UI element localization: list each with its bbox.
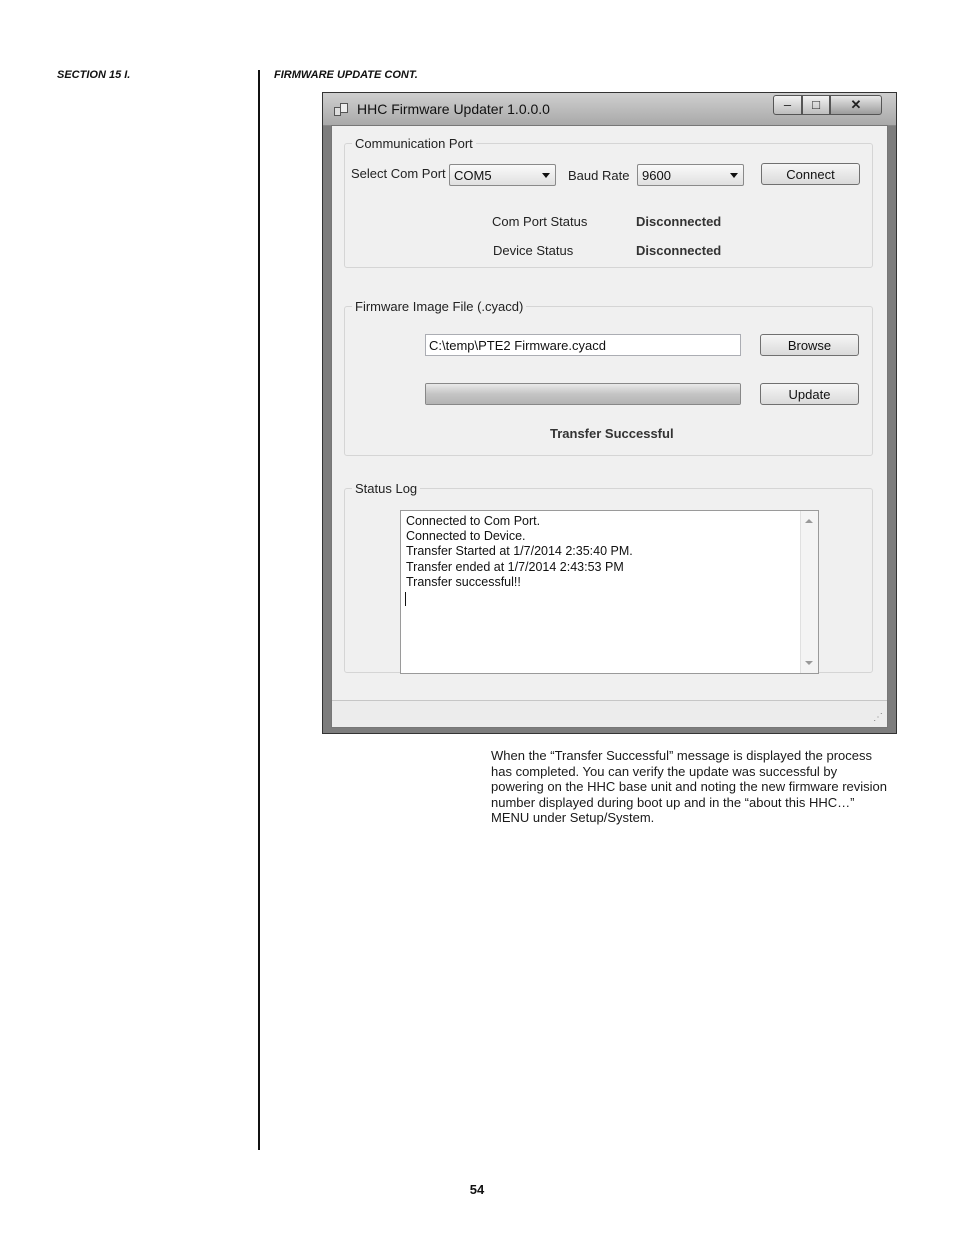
- update-button[interactable]: Update: [760, 383, 859, 405]
- status-bar: [332, 700, 887, 727]
- caption-paragraph: When the “Transfer Successful” message is displayed the process has completed. You can verify the update was successful by powering on the HHC base unit and noting the new firmware revision number displayed during boot up and in the “about this HHC…” MENU under Setup/System.: [491, 748, 887, 826]
- scroll-up-icon[interactable]: [805, 519, 813, 523]
- baud-rate-value: 9600: [642, 168, 671, 183]
- status-log-lines: [406, 514, 633, 606]
- status-log-line: Transfer Started at 1/7/2014 2:35:40 PM.: [406, 544, 633, 559]
- progress-fill: [426, 384, 740, 404]
- text-caret: [405, 592, 406, 606]
- resize-grip-icon[interactable]: ⋰: [873, 712, 882, 723]
- transfer-progress-bar: [425, 383, 741, 405]
- status-log-line: Connected to Com Port.: [406, 514, 541, 528]
- firmware-image-legend: Firmware Image File (.cyacd): [355, 299, 524, 314]
- communication-port-group: [344, 136, 873, 268]
- transfer-result-text: Transfer Successful: [550, 426, 674, 441]
- com-port-status-value: Disconnected: [636, 214, 722, 229]
- com-port-status-label: Com Port Status: [492, 214, 588, 229]
- chevron-down-icon: [542, 173, 550, 178]
- close-button[interactable]: ✕: [830, 95, 882, 115]
- minimize-button[interactable]: –: [773, 95, 802, 115]
- vertical-rule: [258, 70, 260, 1150]
- device-status-value: Disconnected: [636, 243, 722, 258]
- connect-button[interactable]: Connect: [761, 163, 860, 185]
- log-scrollbar[interactable]: [800, 511, 818, 673]
- title-bar[interactable]: [323, 93, 896, 126]
- device-status-label: Device Status: [493, 243, 574, 258]
- com-port-select[interactable]: [449, 164, 556, 186]
- status-log-group: [344, 481, 873, 673]
- scroll-down-icon[interactable]: [805, 661, 813, 665]
- app-window-icon: [334, 103, 348, 116]
- window-title: HHC Firmware Updater 1.0.0.0: [357, 101, 550, 117]
- communication-port-legend: Communication Port: [355, 136, 473, 151]
- select-com-port-label: Select Com Port: [351, 166, 446, 181]
- baud-rate-label: Baud Rate: [568, 168, 630, 183]
- status-log-legend: Status Log: [355, 481, 418, 496]
- section-label: SECTION 15 I.: [57, 69, 131, 81]
- browse-button[interactable]: Browse: [760, 334, 859, 356]
- status-log-textarea[interactable]: [400, 510, 819, 674]
- chevron-down-icon: [730, 173, 738, 178]
- section-title: FIRMWARE UPDATE CONT.: [274, 69, 418, 81]
- firmware-image-group: [344, 299, 873, 456]
- status-log-line: Transfer ended at 1/7/2014 2:43:53 PM: [406, 559, 624, 574]
- status-log-line: Transfer successful!!: [406, 574, 521, 589]
- baud-rate-select[interactable]: [637, 164, 744, 186]
- page-number: 54: [469, 1182, 485, 1197]
- maximize-button[interactable]: □: [802, 95, 830, 115]
- firmware-updater-window: [322, 92, 897, 734]
- firmware-path-input[interactable]: C:\temp\PTE2 Firmware.cyacd: [425, 334, 741, 356]
- com-port-value: COM5: [454, 168, 492, 183]
- status-log-line: Connected to Device.: [406, 529, 526, 544]
- window-client-area: [331, 125, 888, 728]
